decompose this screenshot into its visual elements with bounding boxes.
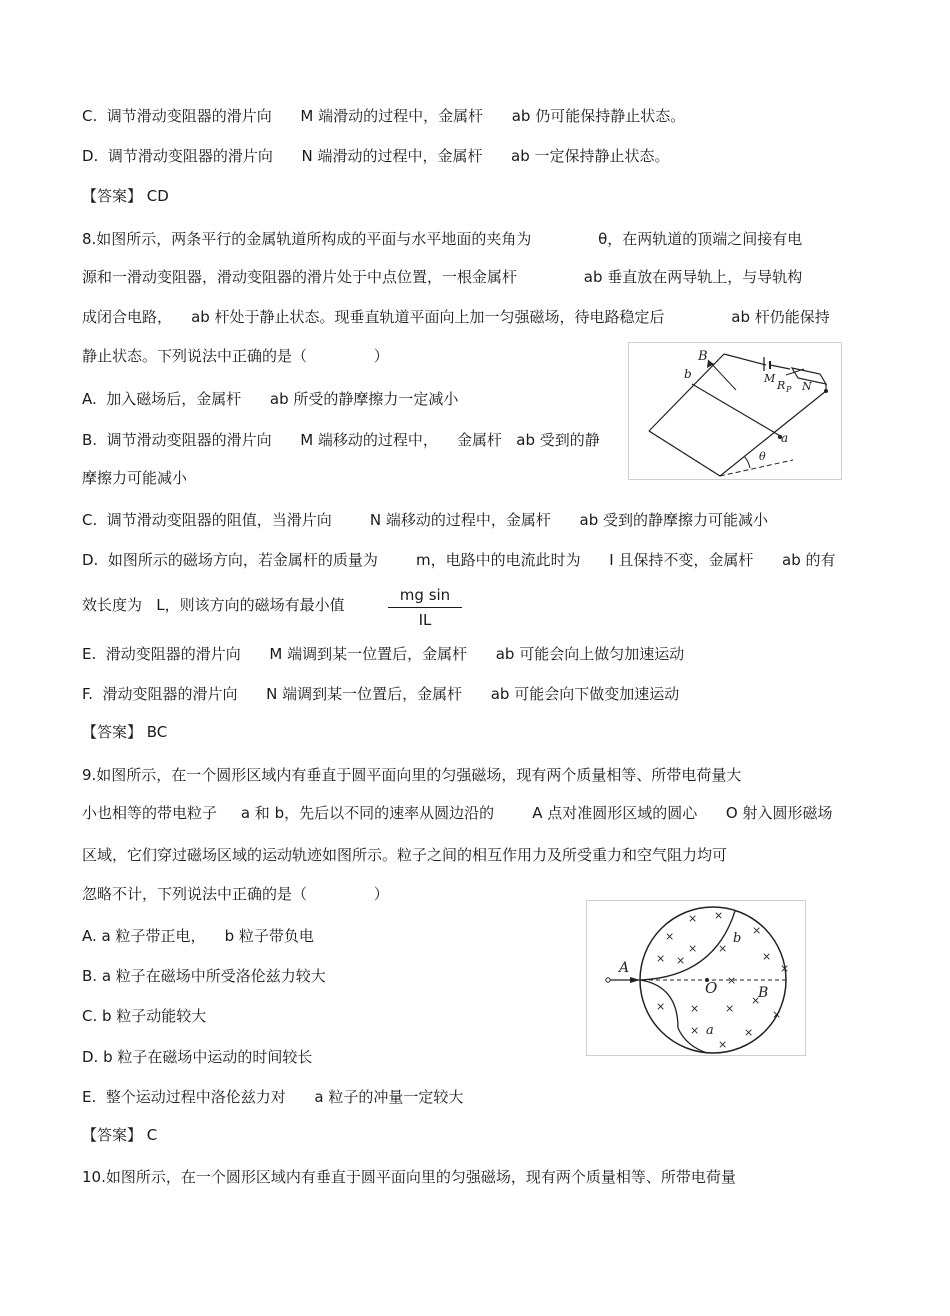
question-10-line-1: 10.如图所示，在一个圆形区域内有垂直于圆平面向里的匀强磁场，现有两个质量相等、所带电荷量	[82, 1168, 736, 1186]
svg-text:×: ×	[751, 994, 761, 1007]
question-9-line-1: 9.如图所示，在一个圆形区域内有垂直于圆平面向里的匀强磁场，现有两个质量相等、所带电荷量大	[82, 766, 742, 784]
question-8-line-1: 8.如图所示，两条平行的金属轨道所构成的平面与水平地面的夹角为 θ，在两轨道的顶端之间接有电	[82, 230, 803, 248]
svg-text:×: ×	[656, 952, 666, 965]
svg-text:×: ×	[744, 1026, 754, 1039]
question-8-option-b-1: B. 调节滑动变阻器的滑片向 M 端移动的过程中， 金属杆 ab 受到的静	[82, 431, 600, 449]
label-O: O	[705, 979, 718, 997]
question-9-line-2: 小也相等的带电粒子 a 和 b，先后以不同的速率从圆边沿的 A 点对准圆形区域的圆心 O 射入圆形磁场	[82, 804, 833, 822]
svg-text:×: ×	[656, 1000, 666, 1013]
question-9-line-3: 区域，它们穿过磁场区域的运动轨迹如图所示。粒子之间的相互作用力及所受重力和空气阻力均可	[82, 846, 728, 864]
svg-text:×: ×	[718, 942, 728, 955]
label-b-track: b	[733, 931, 742, 946]
svg-text:×: ×	[762, 950, 772, 963]
question-8-option-f: F. 滑动变阻器的滑片向 N 端调到某一位置后，金属杆 ab 可能会向下做变加速运动	[82, 685, 680, 703]
svg-text:×: ×	[676, 954, 686, 967]
label-M: M	[764, 372, 776, 385]
label-a-track: a	[706, 1023, 714, 1038]
question-8-line-3: 成闭合电路， ab 杆处于静止状态。现垂直轨道平面向上加一匀强磁场，待电路稳定后 ab 杆仍能保持	[82, 308, 830, 326]
question-8-option-b-2: 摩擦力可能减小	[82, 469, 188, 487]
label-B-point: B	[758, 985, 769, 1001]
svg-text:×: ×	[772, 1008, 782, 1021]
question-9-option-c: C. b 粒子动能较大	[82, 1007, 207, 1025]
svg-text:×: ×	[727, 974, 737, 987]
label-a: a	[781, 431, 789, 445]
question-9-option-b: B. a 粒子在磁场中所受洛伦兹力较大	[82, 967, 326, 985]
svg-text:×: ×	[688, 942, 698, 955]
svg-text:×: ×	[665, 930, 675, 943]
label-R: R	[777, 379, 786, 392]
svg-text:×: ×	[718, 1038, 728, 1051]
question-8-option-d-1: D. 如图所示的磁场方向，若金属杆的质量为 m，电路中的电流此时为 I 且保持不变，金属杆 ab 的有	[82, 551, 836, 569]
label-B: B	[698, 349, 708, 364]
label-R-sub: P	[786, 385, 792, 394]
svg-text:×: ×	[690, 1024, 700, 1037]
svg-text:×: ×	[780, 962, 790, 975]
question-9-option-d: D. b 粒子在磁场中运动的时间较长	[82, 1048, 313, 1066]
answer-9: 【答案】 C	[82, 1126, 158, 1144]
question-9-line-4: 忽略不计，下列说法中正确的是（ ）	[82, 885, 389, 903]
inclined-rails-figure	[628, 342, 842, 480]
formula-denominator: IL	[418, 611, 432, 629]
min-field-formula	[388, 585, 462, 630]
svg-text:×: ×	[714, 909, 724, 922]
svg-text:×: ×	[725, 1002, 735, 1015]
question-8-line-4: 静止状态。下列说法中正确的是（ ）	[82, 347, 389, 365]
question-8-option-a: A. 加入磁场后，金属杆 ab 所受的静摩擦力一定减小	[82, 390, 459, 408]
question-8-option-d-2: 效长度为 L，则该方向的磁场有最小值	[82, 596, 345, 614]
question-8-option-e: E. 滑动变阻器的滑片向 M 端调到某一位置后，金属杆 ab 可能会向上做匀加速运动	[82, 645, 685, 663]
circular-field-figure	[586, 900, 806, 1056]
question-8-line-2: 源和一滑动变阻器，滑动变阻器的滑片处于中点位置，一根金属杆 ab 垂直放在两导轨上，与导轨构	[82, 268, 803, 286]
answer-8: 【答案】 BC	[82, 723, 168, 741]
label-N: N	[802, 380, 812, 393]
question-9-option-a: A. a 粒子带正电， b 粒子带负电	[82, 927, 314, 945]
answer-7: 【答案】 CD	[82, 187, 169, 205]
label-theta: θ	[759, 450, 766, 463]
question-9-option-e: E. 整个运动过程中洛伦兹力对 a 粒子的冲量一定较大	[82, 1088, 464, 1106]
label-b: b	[684, 367, 692, 381]
svg-text:×: ×	[752, 924, 762, 937]
option-8d-prev: D. 调节滑动变阻器的滑片向 N 端滑动的过程中，金属杆 ab 一定保持静止状态。	[82, 147, 670, 165]
svg-text:×: ×	[690, 1002, 700, 1015]
option-8c-prev: C. 调节滑动变阻器的滑片向 M 端滑动的过程中，金属杆 ab 仍可能保持静止状态。	[82, 107, 686, 125]
label-A: A	[619, 960, 630, 976]
question-8-option-c: C. 调节滑动变阻器的阻值，当滑片向 N 端移动的过程中，金属杆 ab 受到的静摩擦力可能减小	[82, 511, 769, 529]
svg-text:×: ×	[688, 912, 698, 925]
formula-numerator: mg sin	[388, 585, 462, 608]
